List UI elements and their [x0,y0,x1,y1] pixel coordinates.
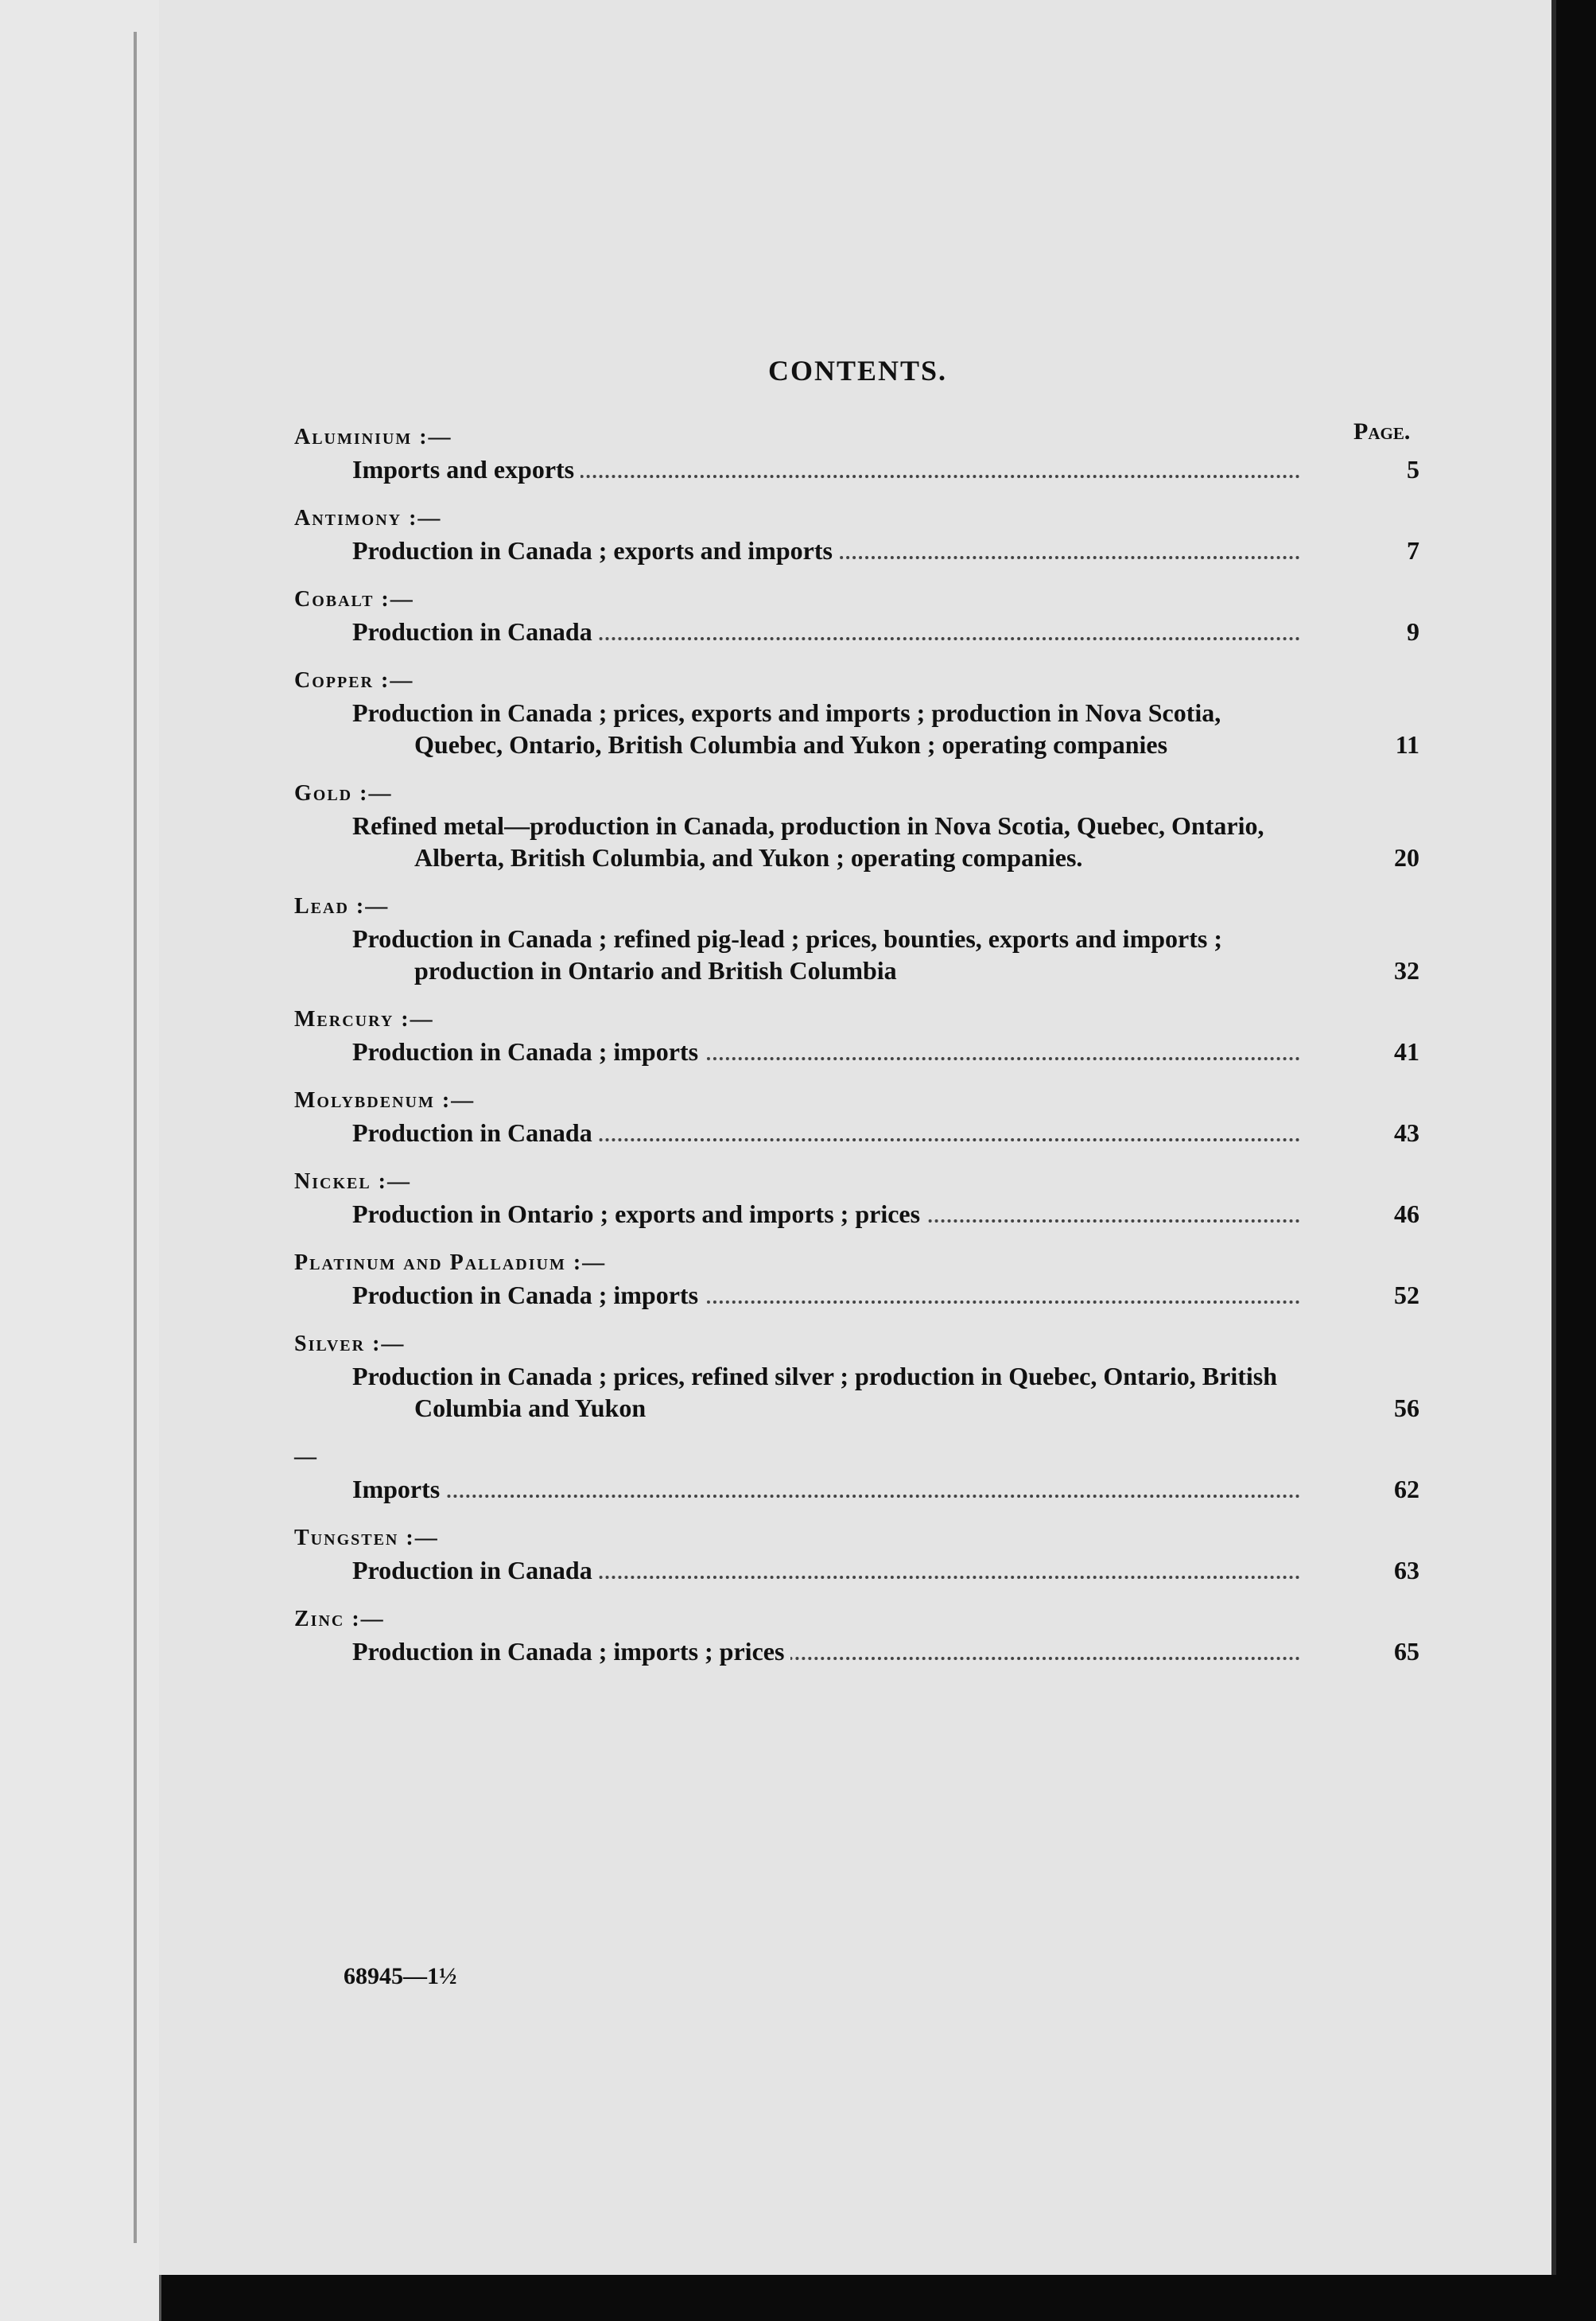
toc-heading: Aluminium :— [294,425,452,449]
toc-entry [294,584,1419,647]
toc-entry [294,1085,1419,1149]
toc-description: Production in Canada [294,616,1332,647]
toc-page-number: 63 [1394,1556,1419,1584]
toc-entry [294,422,1419,485]
toc-entry [294,1004,1419,1067]
toc-description: Imports and exports [294,453,1332,485]
toc-heading: Nickel :— [294,1169,412,1194]
toc-page-number: 9 [1407,617,1419,646]
toc-description: Production in Canada ; imports [294,1279,1332,1311]
toc-description: Production in Canada ; prices, refined silver ; production in Quebec, Ontario, British Columbia and Yukon [294,1360,1332,1424]
page-title: CONTENTS. [767,355,948,387]
toc-page-number: 46 [1394,1199,1419,1228]
toc-heading: Cobalt :— [294,587,414,612]
toc-entry [294,1247,1419,1311]
toc-heading: Mercury :— [294,1007,434,1032]
facing-page-edge [0,0,161,2321]
toc-page-number: 41 [1394,1037,1419,1066]
page-column-label: Page. [1353,418,1411,445]
toc-heading: — [294,1444,318,1469]
toc-page-number: 62 [1394,1475,1419,1503]
table-of-contents [294,422,1419,1685]
toc-description: Production in Canada [294,1554,1332,1586]
toc-entry [294,1166,1419,1230]
toc-page-number: 43 [1394,1118,1419,1147]
toc-heading: Tungsten :— [294,1526,439,1550]
binding-gutter [134,32,137,2243]
toc-entry [294,503,1419,566]
toc-description: Production in Ontario ; exports and imports ; prices [294,1198,1332,1230]
toc-heading: Silver :— [294,1332,406,1356]
toc-entry [294,1441,1419,1505]
toc-heading: Lead :— [294,894,390,919]
toc-description: Refined metal—production in Canada, production in Nova Scotia, Quebec, Ontario, Alberta, British Columbia, and Yukon ; operating companies. [294,810,1332,873]
toc-description: Imports [294,1473,1332,1505]
toc-page-number: 7 [1407,536,1419,565]
toc-entry [294,1522,1419,1586]
toc-page-number: 20 [1394,843,1419,872]
toc-entry [294,665,1419,760]
toc-description: Production in Canada ; imports ; prices [294,1635,1332,1667]
toc-entry [294,1328,1419,1424]
dot-leader [352,1495,1300,1498]
toc-heading: Molybdenum :— [294,1088,476,1113]
toc-description: Production in Canada ; exports and imports [294,535,1332,566]
toc-entry [294,891,1419,986]
document-page [159,0,1556,2275]
toc-description: Production in Canada ; imports [294,1036,1332,1067]
toc-heading: Platinum and Palladium :— [294,1250,607,1275]
toc-page-number: 32 [1394,956,1419,985]
toc-entry [294,1604,1419,1667]
toc-heading: Gold :— [294,781,393,806]
toc-page-number: 11 [1395,730,1419,759]
toc-heading: Antimony :— [294,506,442,531]
toc-page-number: 5 [1407,455,1419,484]
toc-description: Production in Canada ; prices, exports and imports ; production in Nova Scotia, Quebec, Ontario, British Columbia and Yukon ; operating companies [294,697,1332,760]
toc-description: Production in Canada ; refined pig-lead ; prices, bounties, exports and imports ; production in Ontario and British Columbia [294,923,1332,986]
toc-page-number: 56 [1394,1394,1419,1422]
toc-entry [294,778,1419,873]
print-signature: 68945—1½ [344,1963,457,1989]
toc-heading: Zinc :— [294,1607,385,1631]
toc-description: Production in Canada [294,1117,1332,1149]
toc-heading: Copper :— [294,668,414,693]
toc-page-number: 65 [1394,1637,1419,1666]
toc-page-number: 52 [1394,1281,1419,1309]
